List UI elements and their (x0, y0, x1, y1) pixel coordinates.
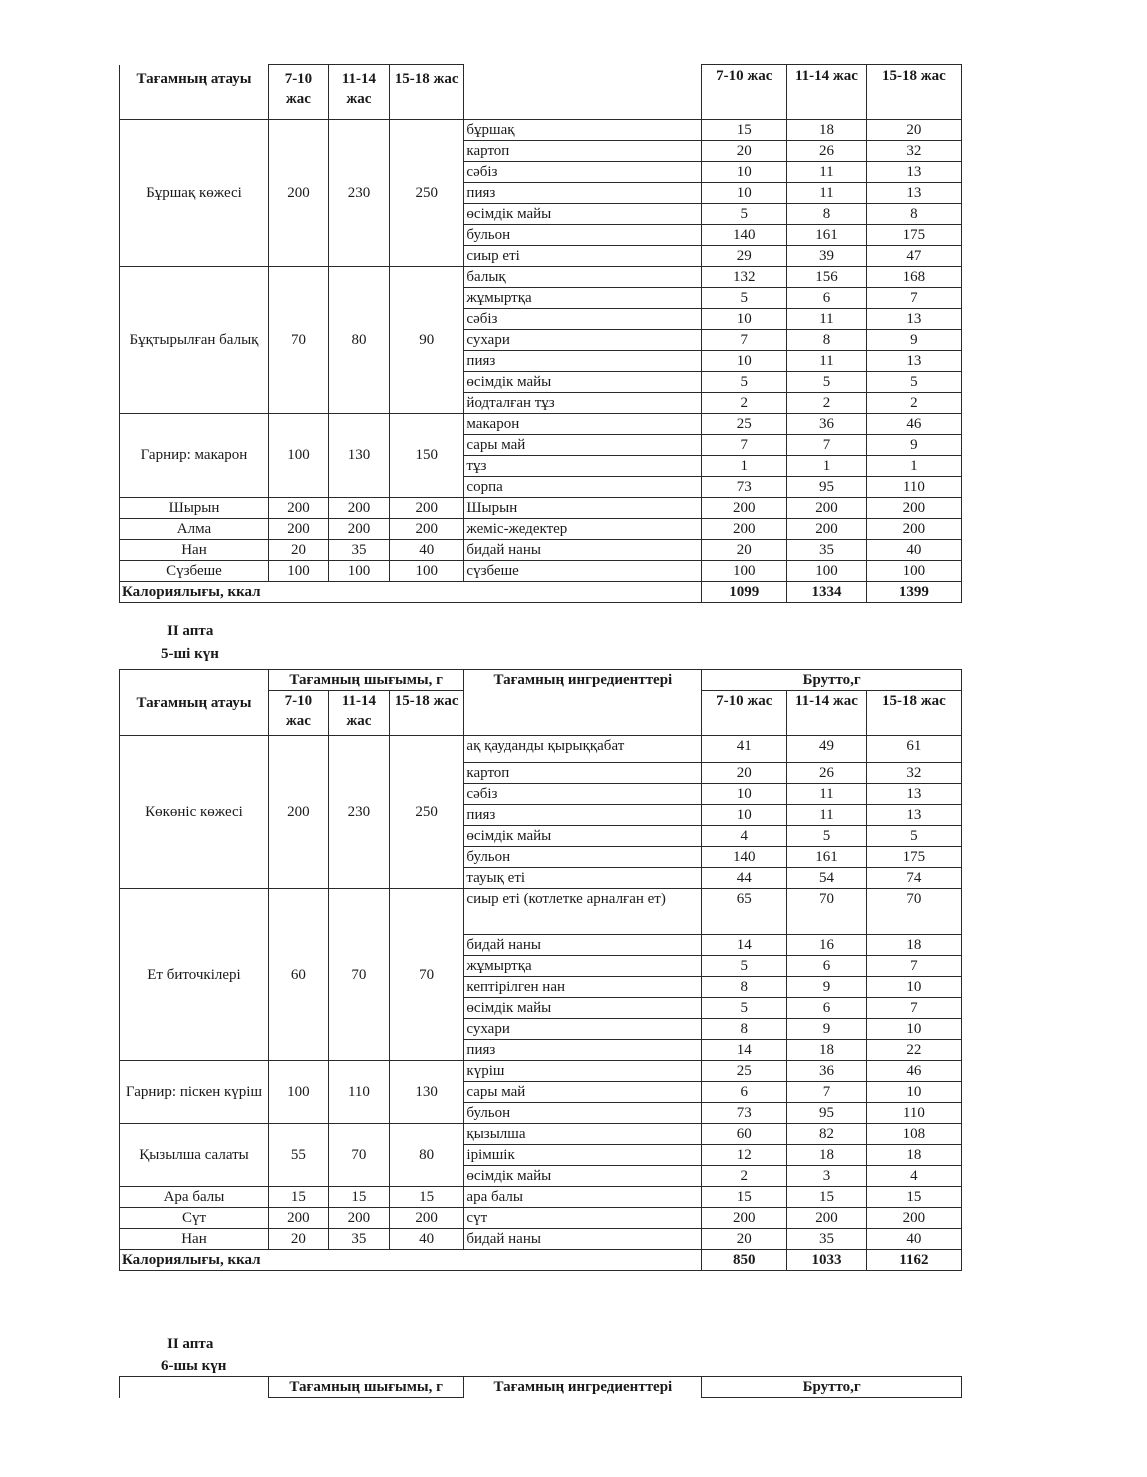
dish-yield: 70 (268, 266, 328, 413)
brutto-value: 11 (787, 805, 867, 826)
dish-yield: 200 (389, 1208, 463, 1229)
brutto-value: 132 (702, 266, 787, 287)
brutto-value: 7 (702, 434, 787, 455)
brutto-value: 10 (702, 805, 787, 826)
brutto-value: 5 (866, 826, 961, 847)
dish-yield: 40 (389, 539, 463, 560)
brutto-value: 25 (702, 1061, 787, 1082)
dish-yield: 35 (328, 539, 389, 560)
brutto-value: 10 (702, 308, 787, 329)
brutto-value: 15 (702, 119, 787, 140)
brutto-value: 6 (787, 956, 867, 977)
calories-row (120, 581, 962, 602)
dish-yield: 150 (389, 413, 463, 497)
age-header: 7-10 жас (268, 691, 328, 736)
brutto-value: 1 (866, 455, 961, 476)
brutto-value: 1 (787, 455, 867, 476)
ingredient-name: бульон (464, 847, 702, 868)
dish-yield: 100 (268, 560, 328, 581)
calories-value: 1334 (787, 581, 867, 602)
brutto-value: 110 (866, 476, 961, 497)
dish-yield: 110 (328, 1061, 389, 1124)
brutto-value: 7 (702, 329, 787, 350)
brutto-value: 200 (702, 497, 787, 518)
dish-yield: 80 (328, 266, 389, 413)
week-label: II апта (167, 1336, 214, 1352)
calories-spacer (464, 581, 702, 602)
dish-yield: 15 (268, 1187, 328, 1208)
ingredient-name: өсімдік майы (464, 371, 702, 392)
brutto-value: 4 (702, 826, 787, 847)
ingredient-name: тұз (464, 455, 702, 476)
brutto-value: 175 (866, 224, 961, 245)
dish-yield: 70 (328, 1124, 389, 1187)
table-row (120, 1229, 962, 1250)
brutto-value: 8 (787, 329, 867, 350)
brutto-value: 12 (702, 1145, 787, 1166)
dish-name: Нан (120, 539, 269, 560)
brutto-value: 8 (702, 977, 787, 998)
brutto-value: 200 (866, 1208, 961, 1229)
table-row (120, 1187, 962, 1208)
dish-yield: 130 (328, 413, 389, 497)
brutto-value: 2 (866, 392, 961, 413)
brutto-value: 20 (702, 763, 787, 784)
brutto-value: 9 (787, 977, 867, 998)
brutto-value: 7 (866, 998, 961, 1019)
menu-table-day6 (119, 1376, 962, 1398)
brutto-value: 4 (866, 1166, 961, 1187)
dish-yield: 80 (389, 1124, 463, 1187)
brutto-age-header: 7-10 жас (702, 65, 787, 120)
brutto-value: 6 (787, 287, 867, 308)
dish-name: Ара балы (120, 1187, 269, 1208)
table-header-row (120, 1377, 962, 1398)
dish-name: Гарнир: піскен күріш (120, 1061, 269, 1124)
brutto-value: 168 (866, 266, 961, 287)
brutto-value: 73 (702, 476, 787, 497)
dish-name: Ет биточкілері (120, 889, 269, 1061)
brutto-group-header: Брутто,г (702, 1377, 962, 1398)
brutto-value: 175 (866, 847, 961, 868)
brutto-value: 40 (866, 1229, 961, 1250)
dish-yield: 100 (268, 1061, 328, 1124)
brutto-value: 13 (866, 784, 961, 805)
brutto-value: 40 (866, 539, 961, 560)
age-header: 15-18 жас (389, 65, 463, 120)
brutto-value: 7 (866, 287, 961, 308)
yield-group-header: Тағамның шығымы, г (268, 1377, 463, 1398)
brutto-value: 200 (866, 518, 961, 539)
brutto-value: 9 (866, 434, 961, 455)
ingredient-name: сәбіз (464, 784, 702, 805)
brutto-value: 11 (787, 350, 867, 371)
brutto-value: 36 (787, 413, 867, 434)
dish-yield: 60 (268, 889, 328, 1061)
calories-value: 1162 (866, 1250, 961, 1271)
brutto-value: 32 (866, 763, 961, 784)
dish-name: Бұршақ көжесі (120, 119, 269, 266)
brutto-value: 200 (787, 497, 867, 518)
brutto-value: 200 (787, 518, 867, 539)
table-row (120, 119, 962, 140)
brutto-value: 200 (866, 497, 961, 518)
brutto-value: 110 (866, 1103, 961, 1124)
brutto-value: 7 (787, 1082, 867, 1103)
dish-name: Алма (120, 518, 269, 539)
ingredients-header: Тағамның ингредиенттері (464, 1377, 702, 1398)
ingredient-name: картоп (464, 763, 702, 784)
brutto-value: 5 (787, 371, 867, 392)
table-row (120, 413, 962, 434)
brutto-value: 11 (787, 182, 867, 203)
dish-yield: 200 (268, 518, 328, 539)
ingredient-name: бидай наны (464, 539, 702, 560)
brutto-value: 10 (702, 182, 787, 203)
brutto-value: 74 (866, 868, 961, 889)
table-row (120, 560, 962, 581)
ingredient-name: тауық еті (464, 868, 702, 889)
brutto-value: 20 (866, 119, 961, 140)
brutto-value: 13 (866, 161, 961, 182)
dish-yield: 70 (389, 889, 463, 1061)
ingredient-name: сухари (464, 1019, 702, 1040)
brutto-value: 5 (787, 826, 867, 847)
dish-yield: 200 (389, 497, 463, 518)
brutto-value: 32 (866, 140, 961, 161)
ingredient-name: бұршақ (464, 119, 702, 140)
dish-name: Көкөніс көжесі (120, 736, 269, 889)
ingredient-name: сорпа (464, 476, 702, 497)
brutto-value: 20 (702, 140, 787, 161)
table-header-row (120, 670, 962, 691)
dish-name: Сүзбеше (120, 560, 269, 581)
table-row (120, 1124, 962, 1145)
brutto-value: 47 (866, 245, 961, 266)
brutto-value: 1 (702, 455, 787, 476)
ingredient-name: ірімшік (464, 1145, 702, 1166)
brutto-value: 13 (866, 350, 961, 371)
ingredient-name: өсімдік майы (464, 998, 702, 1019)
brutto-value: 18 (866, 935, 961, 956)
brutto-value: 60 (702, 1124, 787, 1145)
brutto-value: 2 (702, 392, 787, 413)
ingredient-name: сиыр еті (котлетке арналған ет) (464, 889, 702, 935)
brutto-age-header: 15-18 жас (866, 691, 961, 736)
dish-yield: 250 (389, 736, 463, 889)
dish-name: Сүт (120, 1208, 269, 1229)
brutto-value: 200 (702, 1208, 787, 1229)
brutto-value: 5 (702, 203, 787, 224)
calories-value: 1033 (787, 1250, 867, 1271)
brutto-value: 95 (787, 1103, 867, 1124)
brutto-value: 95 (787, 476, 867, 497)
brutto-value: 18 (787, 1040, 867, 1061)
brutto-value: 15 (866, 1187, 961, 1208)
brutto-value: 11 (787, 784, 867, 805)
ingredient-name: өсімдік майы (464, 203, 702, 224)
ingredient-name: пияз (464, 1040, 702, 1061)
age-header: 11-14 жас (328, 65, 389, 120)
yield-group-header: Тағамның шығымы, г (268, 670, 463, 691)
ingredient-name: бульон (464, 1103, 702, 1124)
table-row (120, 518, 962, 539)
ingredient-name: пияз (464, 805, 702, 826)
age-header: 15-18 жас (389, 691, 463, 736)
brutto-age-header: 7-10 жас (702, 691, 787, 736)
age-header: 7-10 жас (268, 65, 328, 120)
brutto-value: 16 (787, 935, 867, 956)
brutto-value: 6 (787, 998, 867, 1019)
brutto-value: 13 (866, 308, 961, 329)
calories-spacer (464, 1250, 702, 1271)
ingredient-name: өсімдік майы (464, 1166, 702, 1187)
table-row (120, 497, 962, 518)
brutto-value: 49 (787, 736, 867, 763)
ingredient-name: картоп (464, 140, 702, 161)
brutto-value: 70 (866, 889, 961, 935)
dish-yield: 55 (268, 1124, 328, 1187)
table-row (120, 1061, 962, 1082)
ingredients-header: Тағамның ингредиенттері (464, 670, 702, 736)
brutto-value: 11 (787, 161, 867, 182)
brutto-value: 18 (787, 1145, 867, 1166)
brutto-value: 140 (702, 224, 787, 245)
menu-table-day5 (119, 669, 962, 1271)
brutto-value: 14 (702, 1040, 787, 1061)
brutto-value: 36 (787, 1061, 867, 1082)
brutto-value: 29 (702, 245, 787, 266)
ingredient-name: бульон (464, 224, 702, 245)
brutto-value: 41 (702, 736, 787, 763)
calories-value: 1399 (866, 581, 961, 602)
ingredient-name: пияз (464, 182, 702, 203)
ingredient-name: пияз (464, 350, 702, 371)
brutto-group-header: Брутто,г (702, 670, 962, 691)
brutto-value: 20 (702, 539, 787, 560)
brutto-value: 8 (866, 203, 961, 224)
dish-yield: 100 (389, 560, 463, 581)
brutto-value: 13 (866, 182, 961, 203)
brutto-value: 140 (702, 847, 787, 868)
brutto-value: 108 (866, 1124, 961, 1145)
dish-yield: 100 (328, 560, 389, 581)
brutto-value: 10 (866, 977, 961, 998)
ingredient-name: сары май (464, 1082, 702, 1103)
brutto-value: 35 (787, 1229, 867, 1250)
brutto-value: 2 (702, 1166, 787, 1187)
brutto-value: 46 (866, 413, 961, 434)
dish-yield: 20 (268, 539, 328, 560)
dish-yield: 100 (268, 413, 328, 497)
ingredients-header (464, 65, 702, 120)
dish-name: Нан (120, 1229, 269, 1250)
table-row (120, 889, 962, 935)
dish-yield: 200 (328, 497, 389, 518)
brutto-value: 5 (702, 998, 787, 1019)
brutto-value: 100 (866, 560, 961, 581)
ingredient-name: сүзбеше (464, 560, 702, 581)
dish-yield: 250 (389, 119, 463, 266)
brutto-value: 3 (787, 1166, 867, 1187)
dish-yield: 230 (328, 119, 389, 266)
brutto-value: 70 (787, 889, 867, 935)
brutto-value: 6 (702, 1082, 787, 1103)
ingredient-name: қызылша (464, 1124, 702, 1145)
dish-yield: 70 (328, 889, 389, 1061)
calories-label: Калориялығы, ккал (120, 581, 464, 602)
ingredient-name: жұмыртқа (464, 956, 702, 977)
dish-yield: 15 (389, 1187, 463, 1208)
brutto-value: 65 (702, 889, 787, 935)
dish-yield: 200 (268, 1208, 328, 1229)
brutto-value: 7 (866, 956, 961, 977)
brutto-value: 9 (866, 329, 961, 350)
ingredient-name: бидай наны (464, 1229, 702, 1250)
brutto-age-header: 11-14 жас (787, 691, 867, 736)
dish-yield: 200 (328, 1208, 389, 1229)
dish-name-header (120, 1377, 269, 1398)
brutto-value: 44 (702, 868, 787, 889)
brutto-value: 18 (787, 119, 867, 140)
brutto-value: 18 (866, 1145, 961, 1166)
brutto-value: 161 (787, 224, 867, 245)
ingredient-name: сүт (464, 1208, 702, 1229)
dish-yield: 35 (328, 1229, 389, 1250)
ingredient-name: күріш (464, 1061, 702, 1082)
brutto-value: 46 (866, 1061, 961, 1082)
brutto-value: 25 (702, 413, 787, 434)
brutto-value: 7 (787, 434, 867, 455)
brutto-value: 5 (866, 371, 961, 392)
week-label: II апта (167, 623, 214, 639)
ingredient-name: макарон (464, 413, 702, 434)
brutto-value: 14 (702, 935, 787, 956)
dish-name-header: Тағамның атауы (120, 670, 269, 736)
brutto-value: 200 (787, 1208, 867, 1229)
brutto-value: 10 (866, 1019, 961, 1040)
brutto-value: 82 (787, 1124, 867, 1145)
ingredient-name: сәбіз (464, 308, 702, 329)
brutto-value: 2 (787, 392, 867, 413)
table-header-row (120, 65, 962, 120)
ingredient-name: өсімдік майы (464, 826, 702, 847)
table-row (120, 736, 962, 763)
dish-yield: 130 (389, 1061, 463, 1124)
brutto-age-header: 11-14 жас (787, 65, 867, 120)
brutto-value: 5 (702, 371, 787, 392)
brutto-value: 100 (702, 560, 787, 581)
calories-value: 850 (702, 1250, 787, 1271)
brutto-value: 5 (702, 287, 787, 308)
day-label: 5-ші күн (161, 646, 219, 662)
dish-name: Бұқтырылған балық (120, 266, 269, 413)
brutto-value: 35 (787, 539, 867, 560)
dish-yield: 200 (328, 518, 389, 539)
ingredient-name: сиыр еті (464, 245, 702, 266)
dish-name-header: Тағамның атауы (120, 65, 269, 120)
ingredient-name: ақ қауданды қырыққабат (464, 736, 702, 763)
dish-yield: 15 (328, 1187, 389, 1208)
table-row (120, 266, 962, 287)
dish-yield: 200 (268, 497, 328, 518)
dish-name: Гарнир: макарон (120, 413, 269, 497)
brutto-value: 161 (787, 847, 867, 868)
dish-name: Қызылша салаты (120, 1124, 269, 1187)
menu-table-day4 (119, 64, 962, 603)
brutto-value: 13 (866, 805, 961, 826)
brutto-value: 156 (787, 266, 867, 287)
dish-yield: 200 (389, 518, 463, 539)
ingredient-name: балық (464, 266, 702, 287)
ingredient-name: кептірілген нан (464, 977, 702, 998)
brutto-value: 73 (702, 1103, 787, 1124)
dish-yield: 40 (389, 1229, 463, 1250)
dish-yield: 200 (268, 119, 328, 266)
ingredient-name: сәбіз (464, 161, 702, 182)
dish-yield: 90 (389, 266, 463, 413)
calories-label: Калориялығы, ккал (120, 1250, 464, 1271)
brutto-value: 10 (702, 161, 787, 182)
dish-yield: 200 (268, 736, 328, 889)
brutto-value: 10 (866, 1082, 961, 1103)
brutto-value: 5 (702, 956, 787, 977)
brutto-value: 39 (787, 245, 867, 266)
brutto-value: 15 (787, 1187, 867, 1208)
age-header: 11-14 жас (328, 691, 389, 736)
brutto-value: 100 (787, 560, 867, 581)
calories-value: 1099 (702, 581, 787, 602)
ingredient-name: жұмыртқа (464, 287, 702, 308)
calories-row (120, 1250, 962, 1271)
brutto-value: 26 (787, 763, 867, 784)
brutto-age-header: 15-18 жас (866, 65, 961, 120)
ingredient-name: бидай наны (464, 935, 702, 956)
table-row (120, 539, 962, 560)
table-row (120, 1208, 962, 1229)
brutto-value: 9 (787, 1019, 867, 1040)
brutto-value: 15 (702, 1187, 787, 1208)
dish-name: Шырын (120, 497, 269, 518)
brutto-value: 20 (702, 1229, 787, 1250)
brutto-value: 8 (702, 1019, 787, 1040)
ingredient-name: йодталған тұз (464, 392, 702, 413)
ingredient-name: сухари (464, 329, 702, 350)
brutto-value: 26 (787, 140, 867, 161)
brutto-value: 54 (787, 868, 867, 889)
ingredient-name: ара балы (464, 1187, 702, 1208)
brutto-value: 10 (702, 350, 787, 371)
dish-yield: 20 (268, 1229, 328, 1250)
ingredient-name: сары май (464, 434, 702, 455)
ingredient-name: жеміс-жедектер (464, 518, 702, 539)
ingredient-name: Шырын (464, 497, 702, 518)
brutto-value: 10 (702, 784, 787, 805)
dish-yield: 230 (328, 736, 389, 889)
day-label: 6-шы күн (161, 1358, 227, 1374)
brutto-value: 8 (787, 203, 867, 224)
brutto-value: 200 (702, 518, 787, 539)
brutto-value: 11 (787, 308, 867, 329)
brutto-value: 61 (866, 736, 961, 763)
brutto-value: 22 (866, 1040, 961, 1061)
